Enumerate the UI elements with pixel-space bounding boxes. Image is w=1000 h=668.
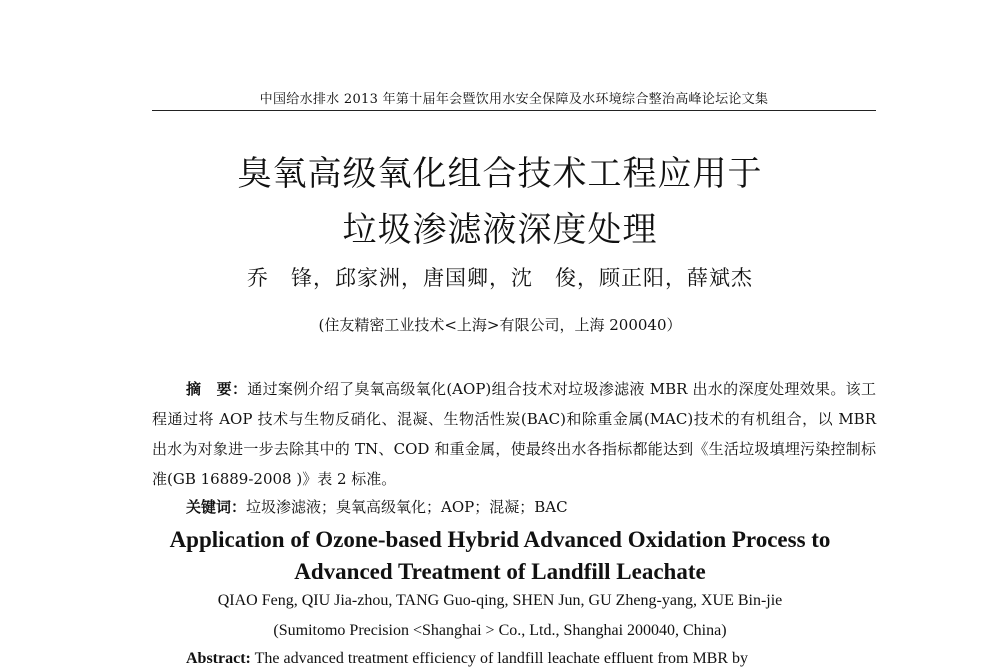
chinese-keywords [186, 496, 876, 517]
english-title-line-2: Advanced Treatment of Landfill Leachate [294, 559, 706, 584]
chinese-abstract-text: 通过案例介绍了臭氧高级氧化(AOP)组合技术对垃圾渗滤液 MBR 出水的深度处理效果。该工程通过将 AOP 技术与生物反硝化、混凝、生物活性炭(BAC)和除重金属(MAC)技术的有机组合，以 MBR 出水为对象进一步去除其中的 TN、COD 和重金属，使最终出水各指标都能达到《生活垃圾填埋污染控制标准(GB 16889-2008 )》表 2 标准。 [152, 380, 876, 488]
english-title-line-1: Application of Ozone-based Hybrid Advanced Oxidation Process to [169, 527, 831, 552]
header-rule [152, 110, 876, 111]
chinese-title-line-2: 垃圾渗滤液深度处理 [342, 210, 658, 250]
chinese-affiliation: (住友精密工业技术<上海>有限公司，上海 200040） [318, 316, 682, 334]
chinese-abstract-label: 摘 要： [186, 380, 248, 398]
chinese-keywords-text: 垃圾渗滤液；臭氧高级氧化；AOP；混凝；BAC [246, 498, 568, 516]
english-affiliation: (Sumitomo Precision <Shanghai > Co., Ltd., Shanghai 200040, China) [273, 622, 727, 639]
english-abstract-text: The advanced treatment efficiency of landfill leachate effluent from MBR by [254, 650, 749, 667]
chinese-keywords-label: 关键词： [186, 498, 247, 516]
english-authors: QIAO Feng, QIU Jia-zhou, TANG Guo-qing, SHEN Jun, GU Zheng-yang, XUE Bin-jie [217, 592, 783, 609]
running-header: 中国给水排水 2013 年第十届年会暨饮用水安全保障及水环境综合整治高峰论坛论文集 [259, 92, 769, 107]
english-abstract [186, 650, 876, 668]
chinese-abstract [152, 374, 876, 494]
chinese-authors: 乔 锋，邱家洲，唐国卿，沈 俊，顾正阳，薛斌杰 [247, 266, 753, 290]
chinese-title-line-1: 臭氧高级氧化组合技术工程应用于 [237, 154, 763, 194]
english-abstract-label: Abstract: [186, 650, 251, 667]
